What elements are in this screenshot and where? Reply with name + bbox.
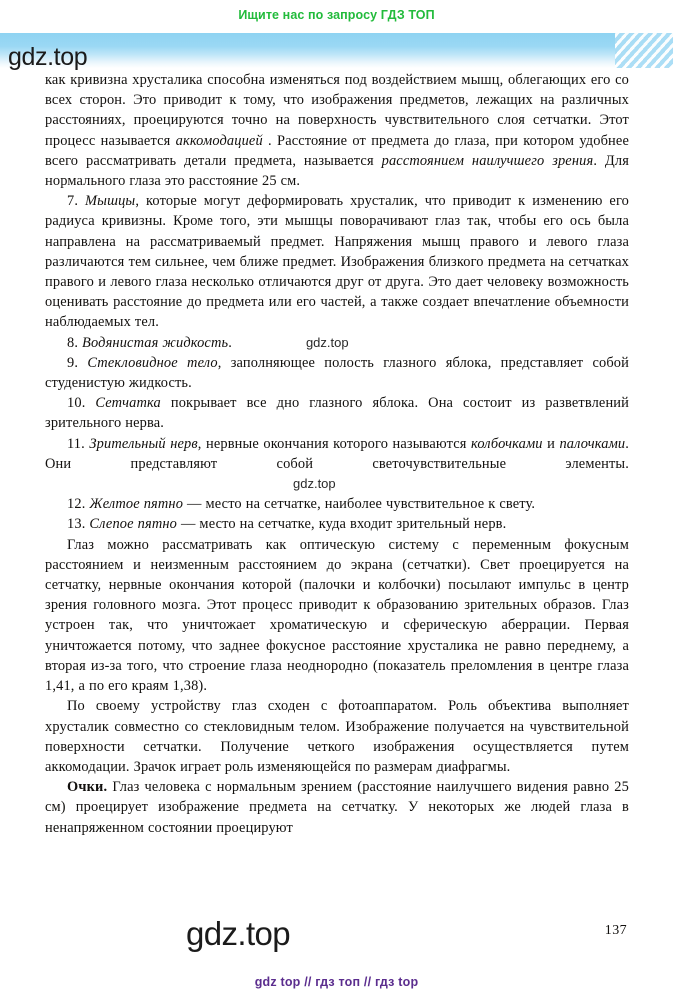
italic-term: Сетчатка bbox=[95, 395, 161, 412]
italic-term: аккомодацией bbox=[175, 132, 263, 149]
site-header-banner bbox=[0, 33, 673, 71]
bold-term: Очки. bbox=[67, 779, 108, 796]
text-run: 10. bbox=[67, 395, 96, 412]
italic-term: Стекловидное тело bbox=[87, 354, 218, 371]
text-run: 13. bbox=[67, 516, 90, 533]
promo-banner bbox=[0, 0, 673, 30]
paragraph-camera-analogy bbox=[45, 696, 629, 777]
text-run: , нервные окончания которого называются bbox=[197, 435, 471, 452]
text-run: 9. bbox=[67, 354, 88, 371]
text-run: покрывает все дно глазного яблока. Она состоит из разветвлений зрительного нерва. bbox=[45, 395, 629, 432]
italic-term: Слепое пятно bbox=[89, 516, 177, 533]
text-run: . Они представляют собой светочувствительные элементы. bbox=[45, 435, 630, 472]
text-run: — место на сетчатке, куда входит зрительный нерв. bbox=[177, 516, 507, 533]
inline-watermark: gdz.top bbox=[293, 476, 336, 492]
paragraph-accommodation bbox=[45, 70, 629, 191]
text-run: , которые могут деформировать хрусталик, что приводит к изменению его радиуса кривизны. Кроме того, эти мышцы поворачивают глаз так, чтобы его ось была направлена на рассматриваемый предмет. Напряжения мышц правого и левого глаза различаются тем сильнее, чем ближе предмет. Изображения близкого предмета на сетчатках правого и левого глаза несколько отличаются друг от друга. Это дает человеку возможность оценивать расстояние до предмета или его частей, а также создает впечатление объемности наблюдаемых тел. bbox=[45, 193, 629, 331]
text-run: . bbox=[228, 334, 232, 351]
promo-text: Ищите нас по запросу ГДЗ ТОП bbox=[238, 8, 435, 22]
diagonal-stripes-decoration bbox=[615, 33, 673, 68]
inline-watermark: gdz.top bbox=[305, 334, 349, 350]
text-run: . Расстояние от предмета до глаза, при котором удобнее всего рассматривать детали предмета, называется bbox=[45, 132, 629, 169]
text-run: . Для нормального глаза это расстояние 25 см. bbox=[45, 152, 629, 190]
italic-term: расстоянием наилучшего зрения bbox=[381, 152, 594, 169]
text-run: Глаз можно рассматривать как оптическую систему с переменным фокусным расстоянием и неизменным расстоянием до экрана (сетчатки). Свет проецируется на сетчатку, нервные окончания которой (палочки и колбочки) посылают импульс в центр зрения головного мозга. Этот процесс приводит к образованию зрительных образов. Глаз устроен так, что уничтожает хроматическую и сферическую аберрации. Первая уничтожается потому, что заднее фокусное расстояние хрусталика не равно переднему, а вторая из-за того, что строение глаза неоднородно (показатель преломления в центре глаза 1,41, а по его краям 1,38). bbox=[45, 536, 629, 695]
text-run: 12. bbox=[67, 496, 90, 513]
text-run: как кривизна хрусталика способна изменяться под воздействием мышц, облегающих его со всех сторон. Это приводит к тому, что изображения предметов, лежащих на различных расстояниях, проецируются точно на поверхность чувствительного слоя сетчатки. Этот процесс называется bbox=[45, 72, 629, 149]
paragraph-item-11 bbox=[45, 434, 629, 495]
text-run: 11. bbox=[67, 435, 90, 452]
text-run: — место на сетчатке, наиболее чувствительное к свету. bbox=[183, 496, 536, 513]
paragraph-glasses bbox=[45, 777, 629, 838]
text-run: и bbox=[542, 435, 560, 452]
italic-term: Водянистая жидкость bbox=[82, 334, 229, 351]
italic-term: Мышцы bbox=[85, 193, 136, 210]
site-logo-footer: gdz.top bbox=[186, 915, 291, 952]
italic-term: Желтое пятно bbox=[89, 496, 184, 513]
italic-term: колбочками bbox=[470, 435, 543, 452]
document-text-body bbox=[45, 70, 629, 838]
page-number: 137 bbox=[604, 923, 627, 938]
text-run: По своему устройству глаз сходен с фотоаппаратом. Роль объектива выполняет хрусталик совместно со стекловидным телом. Изображение получается на чувствительной поверхности сетчатки. Получение четкого изображения осуществляется путем аккомодации. Зрачок играет роль изменяющейся по размерам диафрагмы. bbox=[45, 698, 629, 775]
italic-term: палочками bbox=[559, 435, 626, 452]
italic-term: Зрительный нерв bbox=[89, 435, 198, 452]
text-run: Глаз человека с нормальным зрением (расстояние наилучшего видения равно 25 см) проецирует изображение предмета на сетчатку. У некоторых же людей глаза в ненапряженном состоянии проецируют bbox=[45, 779, 629, 836]
site-logo-header: gdz.top bbox=[8, 43, 88, 71]
paragraph-optical-system bbox=[45, 535, 629, 697]
text-run: , заполняющее полость глазного яблока, представляет собой студенистую жидкость. bbox=[45, 354, 629, 392]
paragraph-item-8 bbox=[45, 333, 629, 353]
footer-keywords: gdz top // гдз топ // гдз top bbox=[254, 975, 419, 989]
paragraph-item-7 bbox=[45, 191, 629, 332]
paragraph-item-9 bbox=[45, 353, 629, 393]
paragraph-item-12 bbox=[45, 494, 629, 514]
text-run: 7. bbox=[67, 193, 86, 210]
text-run: 8. bbox=[67, 334, 83, 351]
paragraph-item-10 bbox=[45, 393, 629, 433]
paragraph-item-13 bbox=[45, 514, 629, 534]
